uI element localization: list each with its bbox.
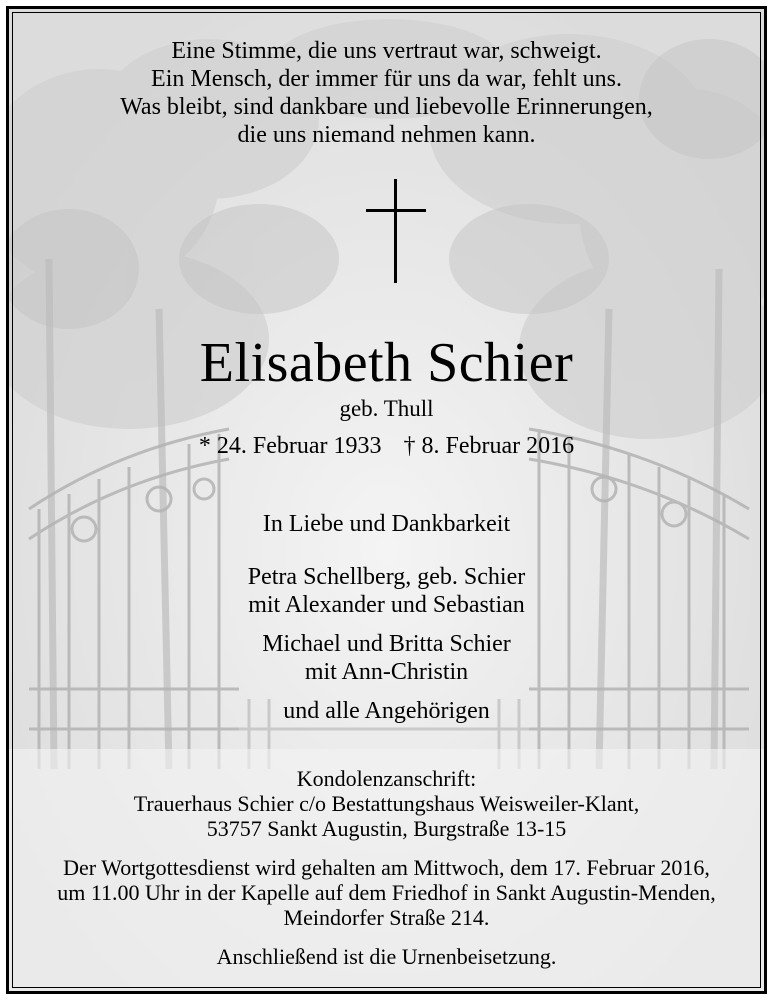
condolence-line: 53757 Sankt Augustin, Burgstraße 13-15 — [206, 816, 567, 841]
verse — [9, 37, 764, 149]
birth-date: * 24. Februar 1933 — [198, 433, 382, 459]
mourner-group — [9, 630, 764, 686]
obituary-content — [9, 9, 764, 991]
maiden-name: geb. Thull — [339, 396, 434, 421]
service-line: Meindorfer Straße 214. — [283, 905, 490, 930]
obituary-frame — [6, 6, 767, 994]
verse-line: Eine Stimme, die uns vertraut war, schweigt. — [171, 38, 602, 64]
life-dates — [9, 433, 764, 460]
burial-note: Anschließend ist die Urnenbeisetzung. — [216, 944, 557, 969]
mourner-line: mit Alexander und Sebastian — [248, 592, 525, 618]
mourner-line: mit Ann-Christin — [304, 659, 469, 685]
mourner-group — [9, 563, 764, 619]
condolence-line: Trauerhaus Schier c/o Bestattungshaus Weisweiler-Klant, — [133, 791, 640, 816]
verse-line: die uns niemand nehmen kann. — [237, 122, 536, 148]
mourner-line: Michael und Britta Schier — [262, 631, 511, 657]
mourner-group — [9, 697, 764, 725]
deceased-name: Elisabeth Schier — [199, 332, 574, 394]
cross-icon — [366, 179, 426, 283]
verse-line: Ein Mensch, der immer für uns da war, fehlt uns. — [151, 66, 622, 92]
service-line: Der Wortgottesdienst wird gehalten am Mittwoch, dem 17. Februar 2016, — [63, 855, 710, 880]
verse-line: Was bleibt, sind dankbare und liebevolle Erinnerungen, — [120, 94, 653, 120]
gratitude-line: In Liebe und Dankbarkeit — [262, 511, 511, 537]
death-date: † 8. Februar 2016 — [403, 433, 575, 459]
condolence-address — [9, 766, 764, 841]
mourner-line: Petra Schellberg, geb. Schier — [247, 564, 526, 590]
service-line: um 11.00 Uhr in der Kapelle auf dem Friedhof in Sankt Augustin-Menden, — [57, 880, 716, 905]
condolence-heading: Kondolenzanschrift: — [296, 766, 477, 791]
service-info — [9, 855, 764, 930]
mourner-line: und alle Angehörigen — [283, 698, 490, 724]
